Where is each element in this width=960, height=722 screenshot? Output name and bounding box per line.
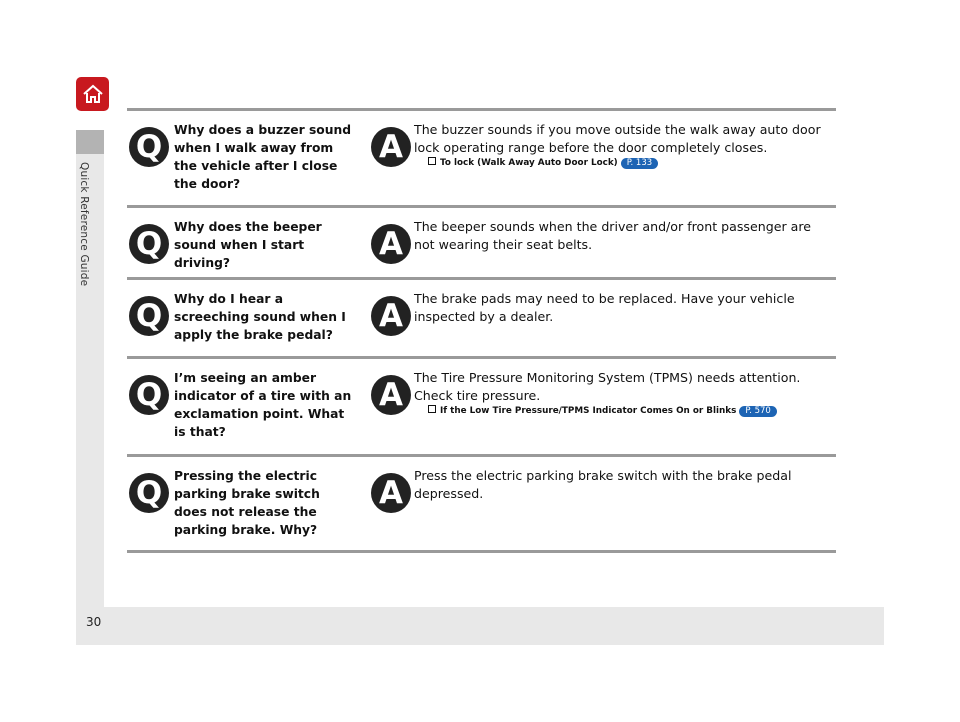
question-text: I’m seeing an amber indicator of a tire with an exclamation point. What is that? [174,371,352,439]
sidebar-section-label: Quick Reference Guide [78,162,90,287]
answer-text: Press the electric parking brake switch with the brake pedal depressed. [414,468,792,501]
row-divider [127,108,836,111]
answer-text: The buzzer sounds if you move outside the walk away auto door lock operating range before the door completely closes. [414,122,821,155]
question-badge: Q [129,375,169,415]
question-text: Why do I hear a screeching sound when I apply the brake pedal? [174,292,346,342]
question-text: Why does a buzzer sound when I walk away from the vehicle after I close the door? [174,123,352,191]
cross-reference-link[interactable] [428,405,834,417]
row-divider [127,277,836,280]
row-divider [127,550,836,553]
row-divider [127,356,836,359]
answer-badge: A [371,224,411,264]
answer-text: The brake pads may need to be replaced. Have your vehicle inspected by a dealer. [414,291,795,324]
question-badge: Q [129,127,169,167]
answer-block [414,121,834,169]
question-text: Why does the beeper sound when I start driving? [174,220,322,270]
sidebar-tab-marker [76,130,104,154]
answer-block [414,369,834,417]
reference-arrow-icon [428,157,436,165]
answer-text: The Tire Pressure Monitoring System (TPMS) needs attention. Check tire pressure. [414,370,801,403]
page-number: 30 [86,615,102,629]
home-button[interactable] [76,77,109,111]
page-reference-pill[interactable]: P. 133 [621,158,658,169]
row-divider [127,454,836,457]
answer-text: The beeper sounds when the driver and/or front passenger are not wearing their seat belts. [414,219,812,252]
question-text: Pressing the electric parking brake switch does not release the parking brake. Why? [174,469,320,537]
reference-label: If the Low Tire Pressure/TPMS Indicator Comes On or Blinks [440,406,737,417]
question-badge: Q [129,224,169,264]
footer-band [76,607,884,645]
row-divider [127,205,836,208]
page-reference-pill[interactable]: P. 570 [739,406,776,417]
answer-badge: A [371,473,411,513]
home-icon [82,84,104,104]
reference-arrow-icon [428,405,436,413]
answer-badge: A [371,127,411,167]
question-badge: Q [129,296,169,336]
question-badge: Q [129,473,169,513]
reference-label: To lock (Walk Away Auto Door Lock) [440,158,618,169]
answer-badge: A [371,375,411,415]
answer-badge: A [371,296,411,336]
cross-reference-link[interactable] [428,157,834,169]
